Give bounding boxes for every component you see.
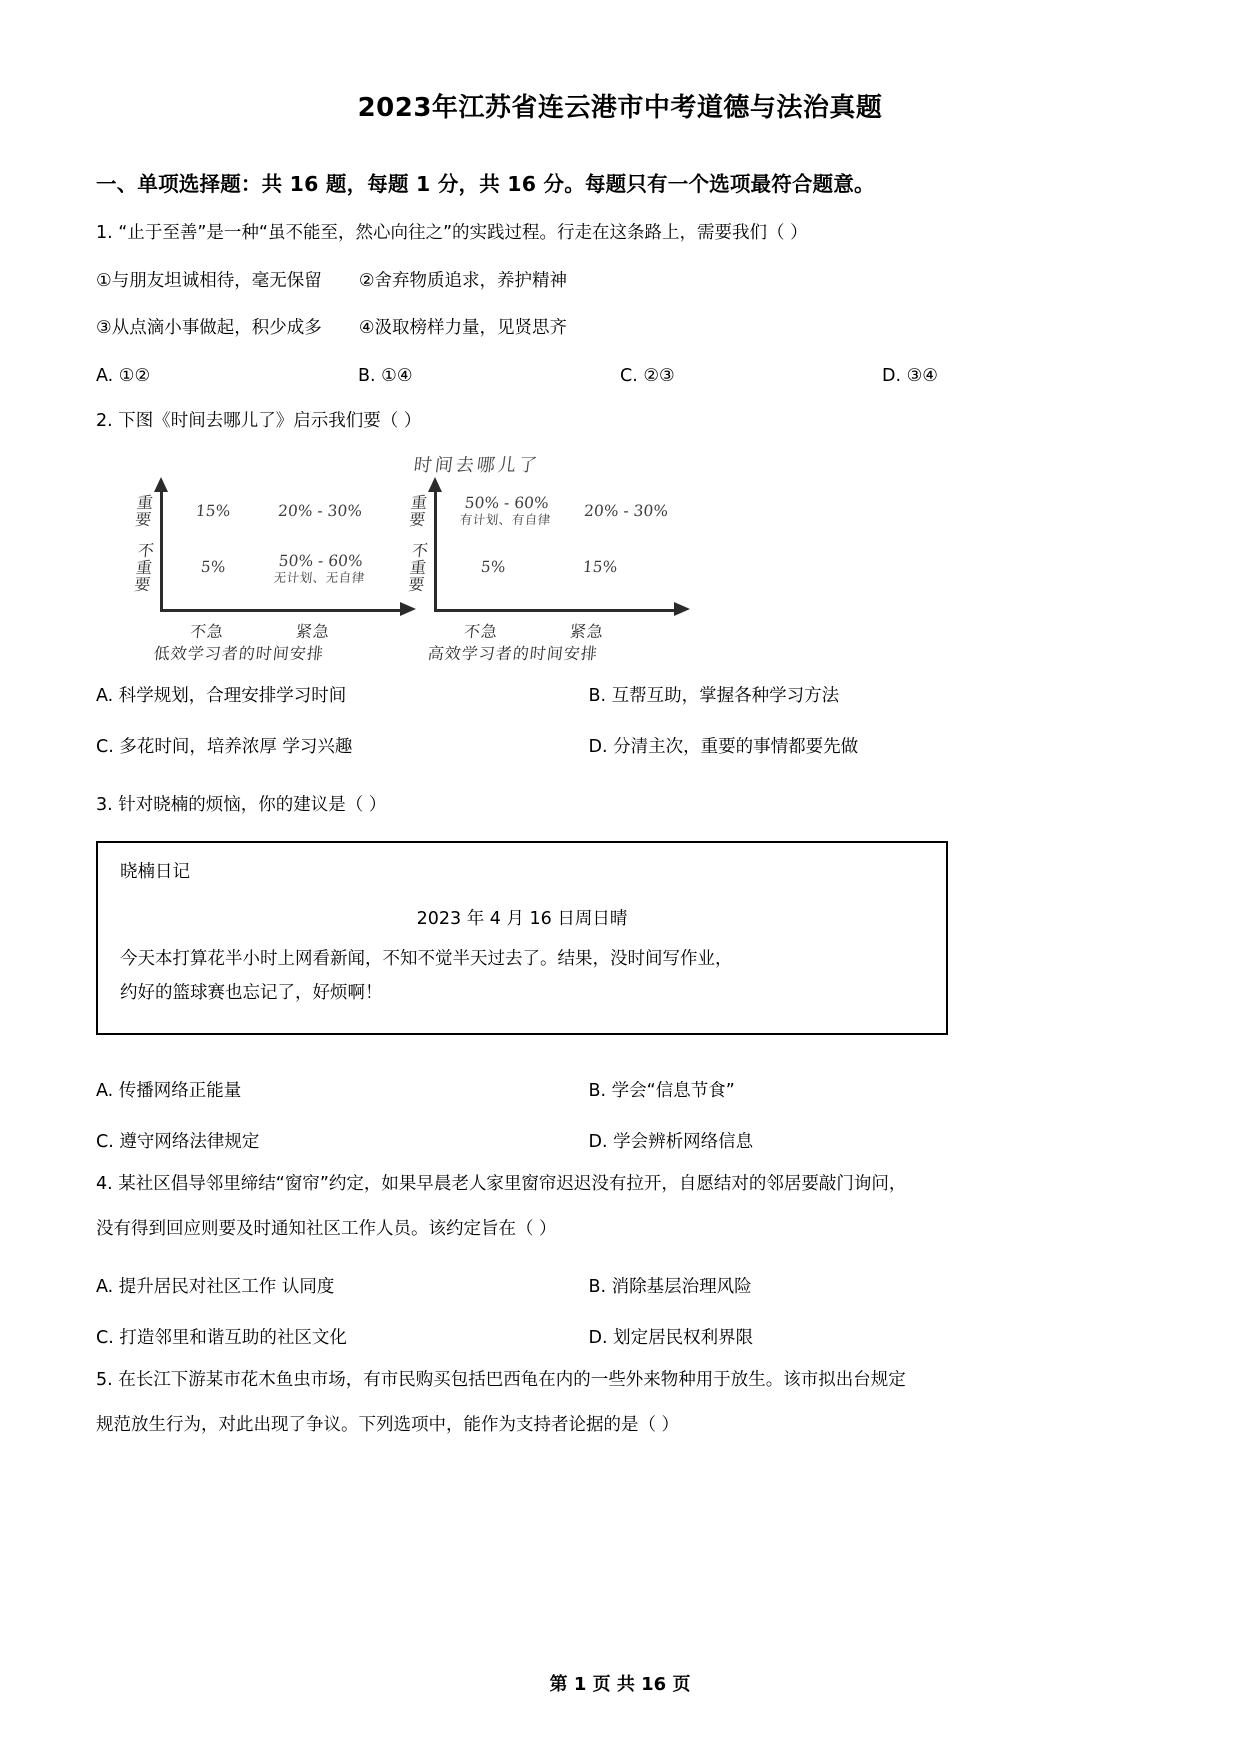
question-2-option-a[interactable]: A. 科学规划，合理安排学习时间 [96,685,347,706]
question-2-option-c[interactable]: C. 多花时间，培养浓厚 学习兴趣 [96,736,353,757]
chart-panel-low-efficiency [118,481,408,663]
y-axis-line [160,489,163,611]
question-1-subitem-1: ①与朋友坦诚相待，毫无保留 [96,270,322,291]
diary-box [96,841,948,1035]
question-2-option-d[interactable]: D. 分清主次，重要的事情都要先做 [588,736,859,757]
page-title: 2023年江苏省连云港市中考道德与法治真题 [357,93,883,123]
page-content [96,0,1144,1439]
chart-cell-low-important-noturgent: 15% [195,501,232,520]
question-1-subitem-2: ②舍弃物质追求，养护精神 [358,270,568,291]
chart-cell-note: 无计划、无自律 [273,569,366,585]
diary-body-line-2: 约好的篮球赛也忘记了，好烦啊！ [120,983,383,1004]
question-2-options-row-1 [96,682,1144,707]
question-3-options-row-2 [96,1128,1144,1153]
question-3-option-d[interactable]: D. 学会辨析网络信息 [588,1131,754,1152]
x-axis-label-urgent: 紧急 [568,621,605,641]
chart-cell-high-notimportant-noturgent: 5% [479,557,507,576]
question-1-subitems-row-1 [96,268,1144,295]
chart-cell-value: 50% - 60% [277,551,364,570]
question-3-options-row-1 [96,1077,1144,1102]
question-3-option-c[interactable]: C. 遵守网络法律规定 [96,1131,260,1152]
chart-cell-high-important-urgent: 20% - 30% [583,501,669,520]
question-1-option-a[interactable]: A. ①② [96,365,151,386]
chart-cell-note: 有计划、有自律 [459,511,552,527]
question-4-options-row-1 [96,1273,1144,1298]
chart-cell-high-important-noturgent [439,495,574,527]
question-2-stem: 2. 下图《时间去哪儿了》启示我们要（ ） [96,410,422,431]
question-1-subitem-3: ③从点滴小事做起，积少成多 [96,317,322,338]
chart-panel-high-efficiency [392,481,682,663]
question-3-stem: 3. 针对晓楠的烦恼，你的建议是（ ） [96,794,387,815]
chart-cell-high-notimportant-urgent: 15% [582,557,619,576]
x-axis-label-not-urgent: 不急 [462,621,499,641]
time-allocation-chart [96,451,1144,663]
x-axis-line [160,609,404,612]
question-2-option-b[interactable]: B. 互帮互助，掌握各种学习方法 [588,685,840,706]
diary-date: 2023 年 4 月 16 日周日晴 [416,909,628,930]
chart-caption-high-efficiency: 高效学习者的时间安排 [426,643,599,663]
question-3-option-b[interactable]: B. 学会“信息节食” [588,1080,735,1101]
question-4-option-d[interactable]: D. 划定居民权利界限 [588,1327,754,1348]
chart-cell-low-important-urgent: 20% - 30% [277,501,363,520]
page-footer: 第 1 页 共 16 页 [549,1674,691,1695]
y-axis-line [434,489,437,611]
question-4-options-row-2 [96,1324,1144,1349]
question-4-stem-line-1: 4. 某社区倡导邻里缔结“窗帘”约定，如果早晨老人家里窗帘迟迟没有拉开，自愿结对的邻居要敲门询问， [96,1173,907,1194]
question-3-option-a[interactable]: A. 传播网络正能量 [96,1080,242,1101]
question-2-options-row-2 [96,733,1144,758]
question-1-option-c[interactable]: C. ②③ [620,365,675,386]
chart-cell-value: 50% - 60% [463,493,550,512]
x-axis-label-urgent: 紧急 [294,621,331,641]
y-axis-label-important: 重要 [408,492,428,529]
question-1-subitems-row-2 [96,315,1144,342]
y-axis-label-not-important: 不重要 [133,540,155,594]
question-4-option-c[interactable]: C. 打造邻里和谐互助的社区文化 [96,1327,347,1348]
question-1-subitem-4: ④汲取榜样力量，见贤思齐 [358,317,568,338]
question-4-option-b[interactable]: B. 消除基层治理风险 [588,1276,752,1297]
chart-title: 时间去哪儿了 [412,454,542,476]
x-axis-label-not-urgent: 不急 [188,621,225,641]
section-heading: 一、单项选择题：共 16 题，每题 1 分，共 16 分。每题只有一个选项最符合题意。 [96,171,875,196]
question-5-stem-line-2: 规范放生行为，对此出现了争议。下列选项中，能作为支持者论据的是（ ） [96,1414,680,1435]
question-4-option-a[interactable]: A. 提升居民对社区工作 认同度 [96,1276,335,1297]
y-axis-label-important: 重要 [134,492,154,529]
question-1-stem: 1. “止于至善”是一种“虽不能至，然心向往之”的实践过程。行走在这条路上，需要我们（ ） [96,223,808,244]
chart-cell-low-notimportant-urgent [253,553,388,585]
y-axis-label-not-important: 不重要 [407,540,429,594]
question-5-stem-line-1: 5. 在长江下游某市花木鱼虫市场，有市民购买包括巴西龟在内的一些外来物种用于放生。该市拟出台规定 [96,1369,906,1390]
question-1-options [96,366,1144,386]
chart-caption-low-efficiency: 低效学习者的时间安排 [152,643,325,663]
question-4-stem-line-2: 没有得到回应则要及时通知社区工作人员。该约定旨在（ ） [96,1218,557,1239]
question-1-option-b[interactable]: B. ①④ [358,365,413,386]
x-axis-arrow-icon [674,602,690,616]
x-axis-line [434,609,678,612]
question-1-option-d[interactable]: D. ③④ [882,365,938,386]
diary-body-line-1: 今天本打算花半小时上网看新闻，不知不觉半天过去了。结果，没时间写作业， [120,949,733,970]
chart-cell-low-notimportant-noturgent: 5% [199,557,227,576]
diary-title: 晓楠日记 [120,862,190,883]
